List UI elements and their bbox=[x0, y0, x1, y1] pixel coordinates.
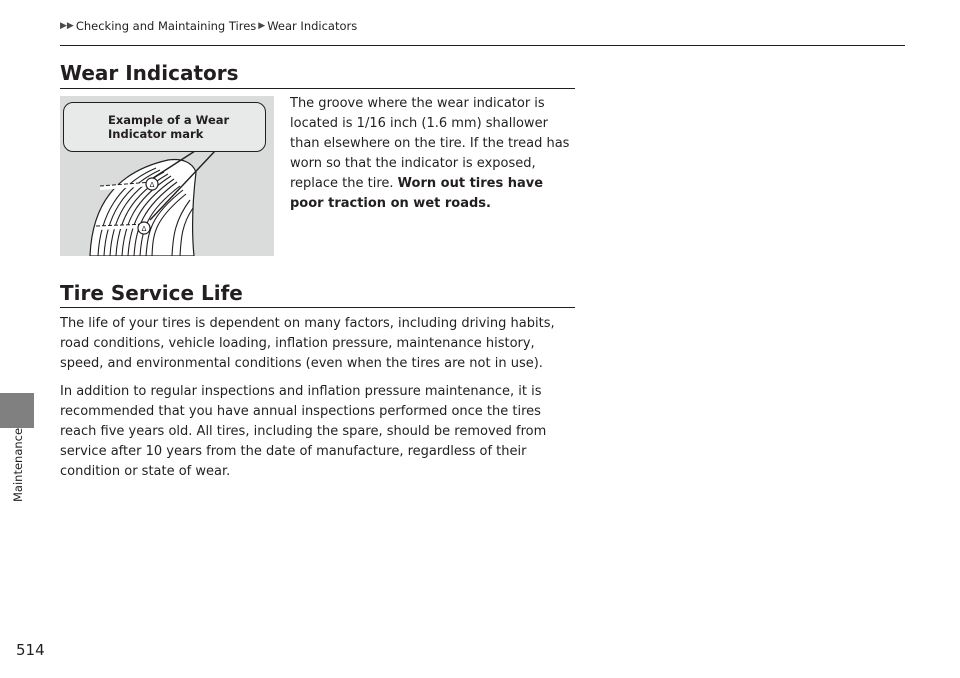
header-divider bbox=[60, 45, 905, 46]
tire-service-life-paragraph-1: The life of your tires is dependent on many factors, including driving habits, road conditions, vehicle loading, inflation pressure, maintenance history, speed, and environmental conditions (even when the tires are not in use). bbox=[60, 316, 555, 371]
section-tab-label: Maintenance bbox=[11, 428, 25, 503]
arrow-icon: ▶ bbox=[258, 21, 266, 31]
tire-service-life-divider bbox=[60, 307, 575, 308]
breadcrumb bbox=[60, 19, 357, 33]
svg-text:Δ: Δ bbox=[149, 181, 155, 189]
page-number: 514 bbox=[16, 641, 45, 659]
wear-indicators-description: The groove where the wear indicator is located is 1/16 inch (1.6 mm) shallower than elsewhere on the tire. If the tread has worn so that the indicator is exposed, replace the tire. bbox=[290, 96, 570, 191]
svg-text:Δ: Δ bbox=[141, 225, 147, 233]
tire-service-life-heading: Tire Service Life bbox=[60, 281, 243, 305]
figure-callout-label: Example of a Wear Indicator mark bbox=[108, 113, 230, 141]
section-tab-marker bbox=[0, 393, 34, 428]
wear-indicator-figure bbox=[60, 96, 274, 256]
wear-indicators-divider bbox=[60, 88, 575, 89]
breadcrumb-item-tires[interactable]: Checking and Maintaining Tires bbox=[75, 19, 257, 33]
double-arrow-icon: ▶▶ bbox=[60, 21, 74, 31]
wear-indicators-heading: Wear Indicators bbox=[60, 61, 239, 85]
wear-indicators-paragraph bbox=[290, 94, 580, 214]
tire-service-life-paragraph-2: In addition to regular inspections and inflation pressure maintenance, it is recommended that you have annual inspections performed once the tires reach five years old. All tires, including the spare, should be removed from service after 10 years from the date of manufacture, regardless of their condition or state of wear. bbox=[60, 384, 547, 479]
wear-indicators-warning: Worn out tires have poor traction on wet roads. bbox=[290, 176, 544, 211]
breadcrumb-item-wear-indicators[interactable]: Wear Indicators bbox=[267, 19, 358, 33]
